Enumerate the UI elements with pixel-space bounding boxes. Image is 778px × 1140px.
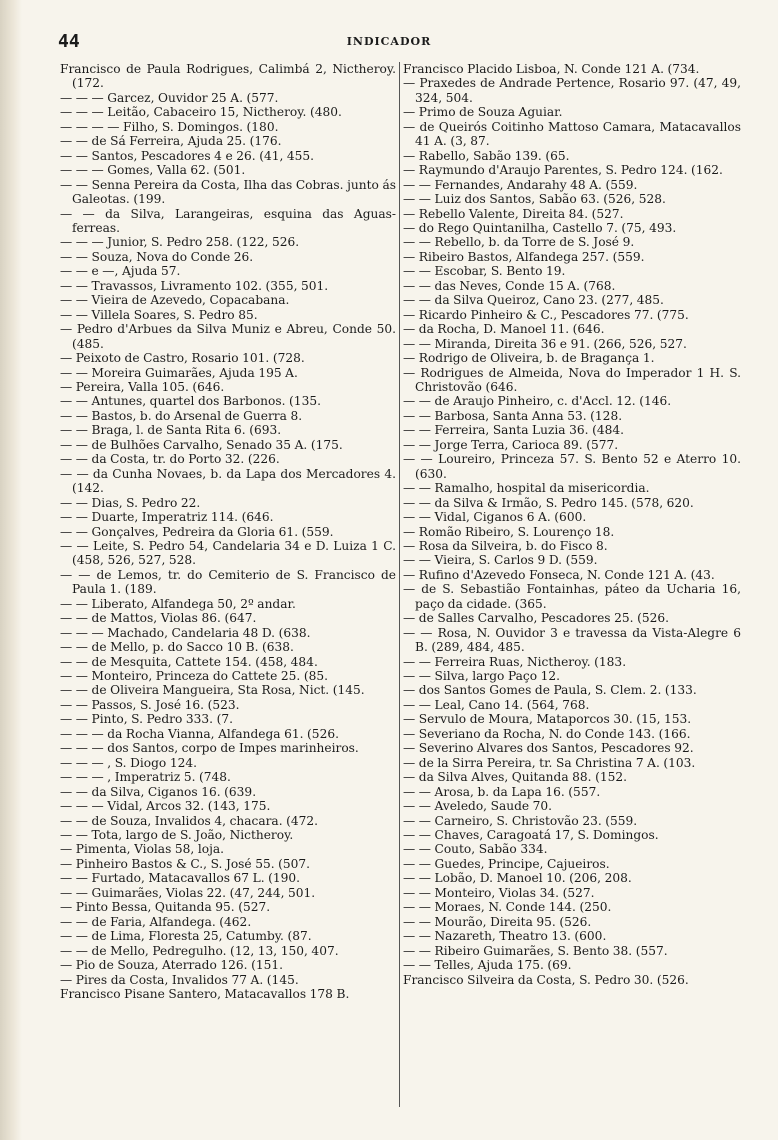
directory-entry: — Rufino d'Azevedo Fonseca, N. Conde 121 A. (43.	[403, 567, 715, 582]
directory-entry: — — Fernandes, Andarahy 48 A. (559.	[403, 177, 638, 192]
directory-entry: — — da Silva Queiroz, Cano 23. (277, 485.	[403, 293, 664, 308]
directory-entry: — — Braga, l. de Santa Rita 6. (693.	[60, 423, 282, 438]
right-column	[403, 62, 741, 987]
directory-entry: — — — , Imperatriz 5. (748.	[60, 770, 231, 785]
directory-entry: — — da Cunha Novaes, b. da Lapa dos Mercadores 4. (142.	[60, 466, 396, 496]
directory-entry: — — Ribeiro Guimarães, S. Bento 38. (557.	[403, 943, 668, 958]
directory-entry: Francisco Placido Lisboa, N. Conde 121 A. (734.	[403, 62, 700, 76]
directory-entry: — — Arosa, b. da Lapa 16. (557.	[403, 784, 601, 799]
directory-entry: — da Silva Alves, Quitanda 88. (152.	[403, 770, 628, 785]
directory-entry: — — — — Filho, S. Domingos. (180.	[60, 119, 279, 134]
directory-entry: — — — Garcez, Ouvidor 25 A. (577.	[60, 90, 279, 105]
left-column	[60, 62, 396, 1001]
directory-entry: — — Vieira de Azevedo, Copacabana.	[60, 293, 290, 308]
directory-entry: — Pinto Bessa, Quitanda 95. (527.	[60, 900, 271, 915]
directory-entry: — — Gonçalves, Pedreira da Gloria 61. (559.	[60, 524, 334, 539]
directory-entry: — — Ramalho, hospital da misericordia.	[403, 481, 650, 496]
directory-entry: — — de Mello, Pedregulho. (12, 13, 150, 407.	[60, 943, 339, 958]
directory-entry: — — Santos, Pescadores 4 e 26. (41, 455.	[60, 148, 315, 163]
directory-entry: — Primo de Souza Aguiar.	[403, 105, 563, 120]
directory-entry: — Ribeiro Bastos, Alfandega 257. (559.	[403, 249, 645, 264]
directory-entry: — Peixoto de Castro, Rosario 101. (728.	[60, 351, 305, 366]
directory-entry: — — Souza, Nova do Conde 26.	[60, 249, 254, 264]
directory-entry: — — de Mesquita, Cattete 154. (458, 484.	[60, 654, 318, 669]
directory-entry: — — — , S. Diogo 124.	[60, 755, 197, 770]
directory-entry: — — Jorge Terra, Carioca 89. (577.	[403, 437, 619, 452]
directory-entry: — — de Oliveira Mangueira, Sta Rosa, Nict. (145.	[60, 683, 365, 698]
directory-entry: — — Duarte, Imperatriz 114. (646.	[60, 510, 274, 525]
directory-entry: — — Monteiro, Violas 34. (527.	[403, 885, 595, 900]
directory-entry: — — Aveledo, Saude 70.	[403, 799, 553, 814]
directory-entry: — — Tota, largo de S. João, Nictheroy.	[60, 828, 294, 843]
directory-entry: — — Lobão, D. Manoel 10. (206, 208.	[403, 871, 632, 886]
directory-entry: — — Senna Pereira da Costa, Ilha das Cobras. junto ás Galeotas. (199.	[60, 177, 396, 207]
directory-entry: — — da Costa, tr. do Porto 32. (226.	[60, 452, 280, 467]
directory-entry: — — — Leitão, Cabaceiro 15, Nictheroy. (480.	[60, 105, 342, 120]
directory-entry: — Raymundo d'Araujo Parentes, S. Pedro 124. (162.	[403, 163, 723, 178]
directory-entry: — Pereira, Valla 105. (646.	[60, 379, 225, 394]
directory-entry: — Rodrigo de Oliveira, b. de Bragança 1.	[403, 351, 655, 366]
directory-entry: — — Leite, S. Pedro 54, Candelaria 34 e D. Luiza 1 C. (458, 526, 527, 528.	[60, 538, 396, 568]
directory-entry: — — das Neves, Conde 15 A. (768.	[403, 278, 616, 293]
directory-entry: — — Ferreira Ruas, Nictheroy. (183.	[403, 654, 627, 669]
directory-entry: — — — Vidal, Arcos 32. (143, 175.	[60, 799, 271, 814]
directory-entry: — — Luiz dos Santos, Sabão 63. (526, 528.	[403, 192, 666, 207]
directory-entry: — — Chaves, Caragoatá 17, S. Domingos.	[403, 828, 659, 843]
directory-entry: — — de Souza, Invalidos 4, chacara. (472.	[60, 813, 319, 828]
directory-entry: Francisco Silveira da Costa, S. Pedro 30. (526.	[403, 972, 689, 987]
directory-entry: — Rebello Valente, Direita 84. (527.	[403, 206, 624, 221]
page-number: 44	[58, 31, 80, 52]
directory-entry: — Pires da Costa, Invalidos 77 A. (145.	[60, 972, 299, 987]
directory-entry: Francisco de Paula Rodrigues, Calimbá 2, Nictheroy. (172.	[60, 62, 396, 91]
directory-entry: — da Rocha, D. Manoel 11. (646.	[403, 322, 605, 337]
directory-entry: — — Barbosa, Santa Anna 53. (128.	[403, 408, 623, 423]
directory-entry: — — Bastos, b. do Arsenal de Guerra 8.	[60, 408, 303, 423]
directory-entry: — — de Araujo Pinheiro, c. d'Accl. 12. (146.	[403, 394, 672, 409]
directory-entry: — — Carneiro, S. Christovão 23. (559.	[403, 813, 638, 828]
directory-entry: — Ricardo Pinheiro & C., Pescadores 77. (775.	[403, 307, 689, 322]
directory-entry: — — Couto, Sabão 334.	[403, 842, 548, 857]
directory-entry: — — Guedes, Principe, Cajueiros.	[403, 856, 610, 871]
directory-entry: — — — Gomes, Valla 62. (501.	[60, 163, 246, 178]
directory-entry: — — Vidal, Ciganos 6 A. (600.	[403, 510, 587, 525]
directory-entry: — — Guimarães, Violas 22. (47, 244, 501.	[60, 885, 316, 900]
directory-entry: — Pio de Souza, Aterrado 126. (151.	[60, 958, 283, 973]
directory-entry: — — — Junior, S. Pedro 258. (122, 526.	[60, 235, 300, 250]
directory-entry: — — Furtado, Matacavallos 67 L. (190.	[60, 871, 301, 886]
directory-entry: — — Ferreira, Santa Luzia 36. (484.	[403, 423, 624, 438]
directory-entry: — — Telles, Ajuda 175. (69.	[403, 958, 572, 973]
directory-entry: — Rabello, Sabão 139. (65.	[403, 148, 570, 163]
directory-entry: — — — dos Santos, corpo de Impes marinheiros.	[60, 741, 359, 756]
directory-entry: — — de Mello, p. do Sacco 10 B. (638.	[60, 640, 294, 655]
directory-entry: — Rodrigues de Almeida, Nova do Imperador 1 H. S. Christovão (646.	[403, 365, 741, 394]
directory-entry: — — Miranda, Direita 36 e 91. (266, 526, 527.	[403, 336, 687, 351]
directory-entry: — — Silva, largo Paço 12.	[403, 669, 561, 684]
directory-entry: — — Mourão, Direita 95. (526.	[403, 914, 592, 929]
directory-entry: — — Travassos, Livramento 102. (355, 501.	[60, 278, 329, 293]
directory-entry: — — Pinto, S. Pedro 333. (7.	[60, 712, 234, 727]
directory-entry: — — Escobar, S. Bento 19.	[403, 264, 566, 279]
directory-entry: — — e —, Ajuda 57.	[60, 264, 181, 279]
directory-entry: — — da Silva, Ciganos 16. (639.	[60, 784, 257, 799]
directory-entry: — dos Santos Gomes de Paula, S. Clem. 2. (133.	[403, 683, 697, 698]
directory-entry: — Severino Alvares dos Santos, Pescadores 92.	[403, 741, 694, 756]
directory-entry: — — de Faria, Alfandega. (462.	[60, 914, 252, 929]
directory-entry: — — de Mattos, Violas 86. (647.	[60, 611, 257, 626]
directory-entry: — de la Sirra Pereira, tr. Sa Christina 7 A. (103.	[403, 755, 696, 770]
directory-entry: — — Liberato, Alfandega 50, 2º andar.	[60, 596, 296, 611]
directory-entry: — de Salles Carvalho, Pescadores 25. (526.	[403, 611, 669, 626]
directory-entry: — Pimenta, Violas 58, loja.	[60, 842, 225, 857]
directory-entry: — — Antunes, quartel dos Barbonos. (135.	[60, 394, 321, 409]
running-title: INDICADOR	[346, 35, 432, 48]
directory-entry: — do Rego Quintanilha, Castello 7. (75, 493.	[403, 220, 677, 235]
directory-entry: — Rosa da Silveira, b. do Fisco 8.	[403, 538, 608, 553]
directory-entry: — de Queirós Coitinho Mattoso Camara, Matacavallos 41 A. (3, 87.	[403, 119, 741, 149]
directory-entry: — Romão Ribeiro, S. Lourenço 18.	[403, 524, 615, 539]
directory-entry: — — de Lima, Floresta 25, Catumby. (87.	[60, 929, 312, 944]
directory-entry: — — Rosa, N. Ouvidor 3 e travessa da Vista-Alegre 6 B. (289, 484, 485.	[403, 625, 741, 655]
directory-entry: — — Loureiro, Princeza 57. S. Bento 52 e Aterro 10. (630.	[403, 452, 741, 481]
directory-entry: — — Passos, S. José 16. (523.	[60, 697, 240, 712]
directory-entry: — Pedro d'Arbues da Silva Muniz e Abreu, Conde 50. (485.	[60, 322, 396, 351]
directory-entry: — Pinheiro Bastos & C., S. José 55. (507.	[60, 856, 311, 871]
directory-entry: — — Nazareth, Theatro 13. (600.	[403, 929, 607, 944]
directory-entry: — de S. Sebastião Fontainhas, páteo da Ucharia 16, paço da cidade. (365.	[403, 582, 741, 611]
directory-entry: — — Vieira, S. Carlos 9 D. (559.	[403, 553, 598, 568]
directory-entry: — — Rebello, b. da Torre de S. José 9.	[403, 235, 635, 250]
directory-entry: — — Villela Soares, S. Pedro 85.	[60, 307, 258, 322]
directory-entry: — — de Sá Ferreira, Ajuda 25. (176.	[60, 134, 282, 149]
directory-entry: — Servulo de Moura, Mataporcos 30. (15, 153.	[403, 712, 692, 727]
directory-entry: — — da Silva & Irmão, S. Pedro 145. (578, 620.	[403, 495, 694, 510]
directory-entry: — — Leal, Cano 14. (564, 768.	[403, 697, 590, 712]
directory-entry: — — — da Rocha Vianna, Alfandega 61. (526.	[60, 726, 339, 741]
directory-entry: — Praxedes de Andrade Pertence, Rosario 97. (47, 49, 324, 504.	[403, 76, 741, 105]
directory-entry: — — de Lemos, tr. do Cemiterio de S. Francisco de Paula 1. (189.	[60, 567, 396, 597]
directory-entry: — — Moraes, N. Conde 144. (250.	[403, 900, 612, 915]
column-divider	[399, 62, 400, 1107]
directory-entry: — — Monteiro, Princeza do Cattete 25. (85.	[60, 669, 328, 684]
directory-entry: Francisco Pisane Santero, Matacavallos 178 B.	[60, 987, 350, 1001]
directory-entry: — — Moreira Guimarães, Ajuda 195 A.	[60, 365, 298, 380]
directory-entry: — — de Bulhões Carvalho, Senado 35 A. (175.	[60, 437, 343, 452]
binding-gutter	[0, 0, 22, 1140]
page-header	[0, 31, 778, 53]
directory-entry: — Severiano da Rocha, N. do Conde 143. (166.	[403, 726, 691, 741]
directory-entry: — — — Machado, Candelaria 48 D. (638.	[60, 625, 311, 640]
directory-entry: — — Dias, S. Pedro 22.	[60, 495, 201, 510]
directory-entry: — — da Silva, Larangeiras, esquina das Aguas-ferreas.	[60, 206, 396, 235]
